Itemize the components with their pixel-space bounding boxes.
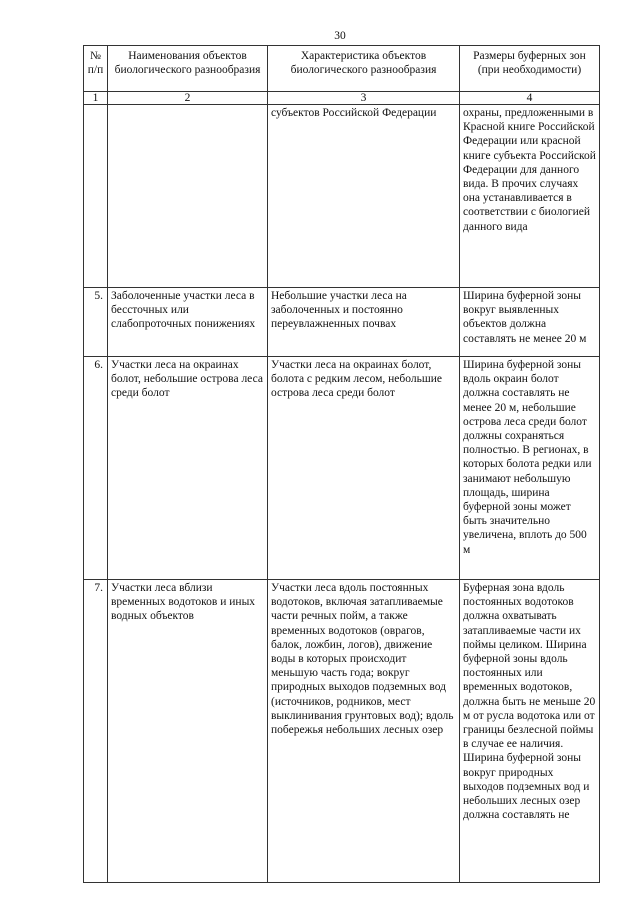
column-number: 3	[268, 92, 460, 105]
row-buffer: Ширина буферной зоны вдоль окраин болот должна составлять не менее 20 м, небольшие острова леса среди болот должны сохраняться полностью. В регионах, в которых болота редки или занимают небольшую площадь, ширина буферной зоны может быть значительно увеличена, вплоть до 500 м	[460, 357, 600, 580]
table-row	[84, 288, 600, 357]
row-name: Участки леса вблизи временных водотоков и иных водных объектов	[108, 580, 268, 883]
row-buffer: охраны, предложенными в Красной книге Российской Федерации или красной книге субъекта Российской Федерации для данного вида. В прочих случаях она устанавливается в соответствии с биологией данного вида	[460, 105, 600, 288]
header-number: № п/п	[84, 46, 108, 92]
row-buffer: Буферная зона вдоль постоянных водотоков должна охватывать затапливаемые части их поймы целиком. Ширина буферной зоны вдоль постоянных или временных водотоков, должна быть не меньше 20 м от русла водотока или от границы безлесной поймы в случае ее наличия. Ширина буферной зоны вокруг природных выходов подземных вод и небольших лесных озер должна составлять не	[460, 580, 600, 883]
biodiversity-table	[83, 45, 600, 883]
table-row	[84, 105, 600, 288]
row-number: 7.	[84, 580, 108, 883]
row-name: Участки леса на окраинах болот, небольшие острова леса среди болот	[108, 357, 268, 580]
row-name	[108, 105, 268, 288]
table-row	[84, 357, 600, 580]
row-number: 6.	[84, 357, 108, 580]
column-number-row	[84, 92, 600, 105]
header-name: Наименования объектов биологического разнообразия	[108, 46, 268, 92]
row-characteristic: субъектов Российской Федерации	[268, 105, 460, 288]
header-buffer: Размеры буферных зон (при необходимости)	[460, 46, 600, 92]
column-number: 2	[108, 92, 268, 105]
row-name: Заболоченные участки леса в бессточных или слабопроточных понижениях	[108, 288, 268, 357]
page-number: 30	[334, 30, 346, 42]
row-characteristic: Участки леса на окраинах болот, болота с редким лесом, небольшие острова леса среди болот	[268, 357, 460, 580]
column-number: 4	[460, 92, 600, 105]
header-characteristic: Характеристика объектов биологического разнообразия	[268, 46, 460, 92]
table-row	[84, 580, 600, 883]
table-header-row	[84, 46, 600, 92]
row-characteristic: Небольшие участки леса на заболоченных и постоянно переувлажненных почвах	[268, 288, 460, 357]
row-number	[84, 105, 108, 288]
column-number: 1	[84, 92, 108, 105]
row-number: 5.	[84, 288, 108, 357]
row-characteristic: Участки леса вдоль постоянных водотоков, включая затапливаемые части речных пойм, а также временных водотоков (оврагов, балок, ложбин, логов), движение воды в которых происходит меньшую часть года; вокруг природных выходов подземных вод (источников, родников, мест выклинивания грунтовых вод); вдоль побережья небольших лесных озер	[268, 580, 460, 883]
row-buffer: Ширина буферной зоны вокруг выявленных объектов должна составлять не менее 20 м	[460, 288, 600, 357]
